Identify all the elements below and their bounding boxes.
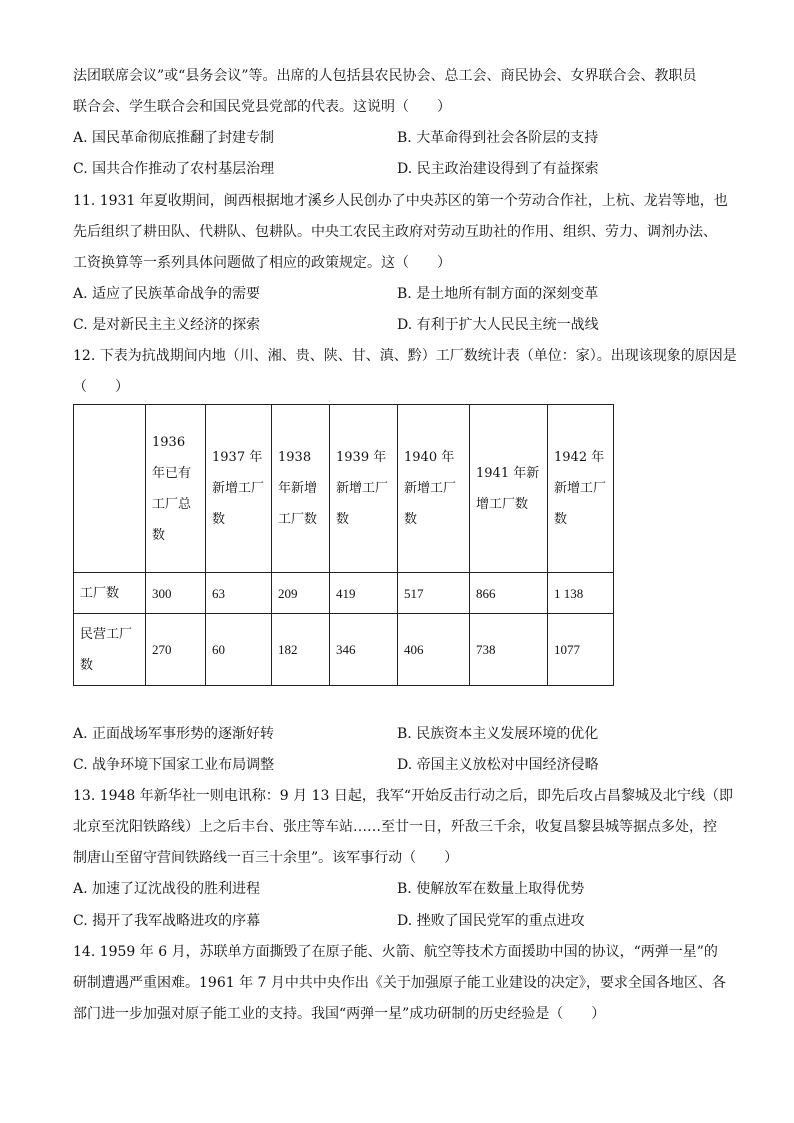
table-cell: 1077 [548,614,614,686]
q14-line-1: 14. 1959 年 6 月，苏联单方面撕毁了在原子能、火箭、航空等技术方面援助中国的协议，“两弹一星”的 [73,944,718,960]
table-cell: 517 [398,573,470,614]
table-row [74,614,614,686]
q13-option-a[interactable]: A. 加速了辽沈战役的胜利进程 [73,881,261,897]
q10-option-c[interactable]: C. 国共合作推动了农村基层治理 [73,161,275,177]
table-cell: 182 [272,614,330,686]
table-cell: 1 138 [548,573,614,614]
q10-option-d[interactable]: D. 民主政治建设得到了有益探索 [397,161,599,177]
q10-option-a[interactable]: A. 国民革命彻底推翻了封建专制 [73,130,275,146]
table-header-cell [74,405,146,573]
table-header-row [74,405,614,573]
q13-line-2: 北京至沈阳铁路线）上之后丰台、张庄等车站……至廿一日，歼敌三千余，收复昌黎县城等据点多处，控 [73,819,717,835]
q14-line-2: 研制遭遇严重困难。1961 年 7 月中共中央作出《关于加强原子能工业建设的决定》，要求全国各地区、各 [73,975,726,991]
table-cell: 738 [470,614,548,686]
q14-line-3: 部门进一步加强对原子能工业的支持。我国“两弹一星”成功研制的历史经验是（ ） [73,1006,606,1022]
q11-line-1: 11. 1931 年夏收期间，闽西根据地才溪乡人民创办了中央苏区的第一个劳动合作社，上杭、龙岩等地，也 [73,193,728,209]
q11-line-3: 工资换算等一系列具体问题做了相应的政策规定。这（ ） [73,255,451,271]
q13-line-1: 13. 1948 年新华社一则电讯称：9 月 13 日起，我军“开始反击行动之后，即先后攻占昌黎城及北宁线（即 [73,788,734,804]
q12-line-1: 12. 下表为抗战期间内地（川、湘、贵、陕、甘、滇、黔）工厂数统计表（单位：家）。出现该现象的原因是 [73,348,737,364]
q10-line-2: 联合会、学生联合会和国民党县党部的代表。这说明（ ） [73,99,451,115]
q13-option-d[interactable]: D. 挫败了国民党军的重点进攻 [397,913,585,929]
table-cell: 270 [146,614,206,686]
factory-stats-table [73,404,614,686]
q12-option-b[interactable]: B. 民族资本主义发展环境的优化 [397,726,599,742]
table-header-cell: 1939 年新增工厂数 [330,405,398,573]
table-cell: 419 [330,573,398,614]
table-cell: 866 [470,573,548,614]
row-label: 民营工厂数 [74,614,146,686]
table-cell: 300 [146,573,206,614]
q11-option-b[interactable]: B. 是土地所有制方面的深刻变革 [397,286,599,302]
table-header-cell: 1937 年新增工厂数 [206,405,272,573]
table-header-cell: 1940 年新增工厂数 [398,405,470,573]
table-header-cell: 1936 年已有工厂总数 [146,405,206,573]
q10-option-b[interactable]: B. 大革命得到社会各阶层的支持 [397,130,599,146]
q12-option-d[interactable]: D. 帝国主义放松对中国经济侵略 [397,757,599,773]
q12-option-c[interactable]: C. 战争环境下国家工业布局调整 [73,757,275,773]
table-row [74,573,614,614]
table-cell: 346 [330,614,398,686]
table-header-cell: 1938 年新增工厂数 [272,405,330,573]
q13-option-b[interactable]: B. 使解放军在数量上取得优势 [397,881,585,897]
q12-option-a[interactable]: A. 正面战场军事形势的逐渐好转 [73,726,275,742]
q11-option-d[interactable]: D. 有利于扩大人民民主统一战线 [397,317,599,333]
q13-option-c[interactable]: C. 揭开了我军战略进攻的序幕 [73,913,261,929]
q12-line-2: （ ） [73,379,129,395]
table-header-cell: 1942 年新增工厂数 [548,405,614,573]
q11-option-a[interactable]: A. 适应了民族革命战争的需要 [73,286,261,302]
table-cell: 60 [206,614,272,686]
table-cell: 63 [206,573,272,614]
q11-line-2: 先后组织了耕田队、代耕队、包耕队。中央工农民主政府对劳动互助社的作用、组织、劳力、调剂办法、 [73,224,717,240]
table-header-cell: 1941 年新增工厂数 [470,405,548,573]
q11-option-c[interactable]: C. 是对新民主主义经济的探索 [73,317,261,333]
q13-line-3: 制唐山至留守营间铁路线一百三十余里”。该军事行动（ ） [73,850,459,866]
row-label: 工厂数 [74,573,146,614]
table-cell: 406 [398,614,470,686]
q10-line-1: 法团联席会议”或“县务会议”等。出席的人包括县农民协会、总工会、商民协会、女界联合会、教职员 [73,68,697,84]
table-cell: 209 [272,573,330,614]
